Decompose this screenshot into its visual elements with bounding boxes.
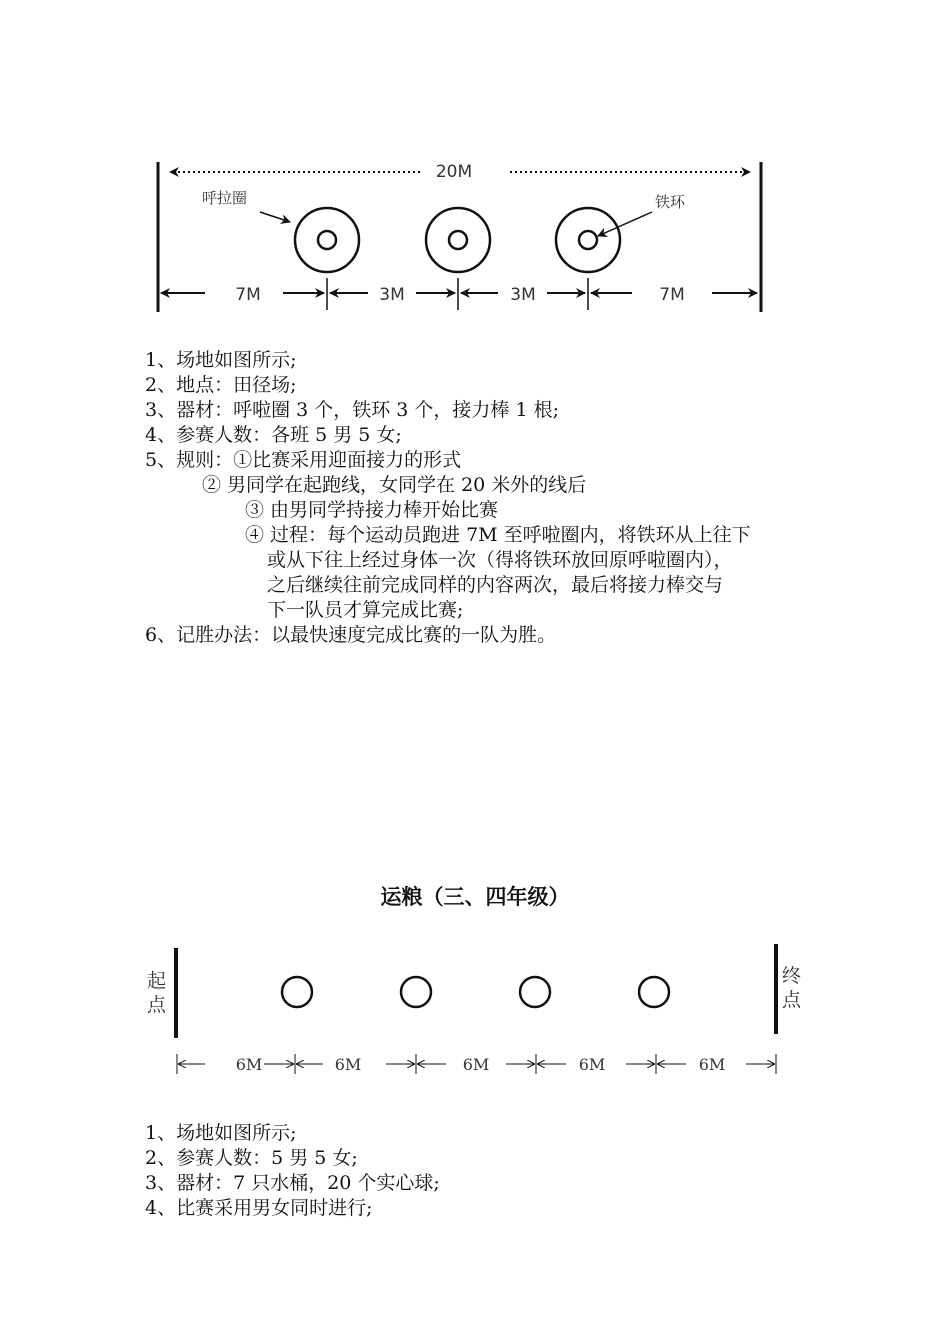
segment-label-3: 3M bbox=[510, 285, 536, 305]
rule-line-6: 6、记胜办法：以最快速度完成比赛的一队为胜。 bbox=[145, 624, 557, 646]
rule-item-2: ② 男同学在起跑线，女同学在 20 米外的线后 bbox=[202, 474, 587, 496]
dim-label-4: 6M bbox=[578, 1055, 606, 1074]
segment-label-4: 7M bbox=[659, 285, 685, 305]
start-label-char-1: 起 bbox=[147, 970, 167, 992]
rule-line-4: 4、参赛人数：各班 5 男 5 女; bbox=[145, 424, 402, 446]
rule-line-1: 1、场地如图所示; bbox=[145, 349, 297, 371]
bucket-3 bbox=[520, 977, 550, 1007]
rule-item-3: ③ 由男同学持接力棒开始比赛 bbox=[245, 499, 499, 521]
dim-label-5: 6M bbox=[698, 1055, 726, 1074]
bucket-1 bbox=[282, 977, 312, 1007]
bucket-4 bbox=[639, 977, 669, 1007]
rule-item-4-line-1: ④ 过程：每个运动员跑进 7M 至呼啦圈内，将铁环从上往下 bbox=[245, 524, 751, 546]
hoop-2 bbox=[426, 208, 490, 272]
section2-line-4: 4、比赛采用男女同时进行; bbox=[145, 1197, 373, 1219]
rule-line-2: 2、地点：田径场; bbox=[145, 374, 297, 396]
hoop-3 bbox=[556, 208, 620, 272]
dim-label-2: 6M bbox=[334, 1055, 362, 1074]
ring-label: 铁环 bbox=[655, 193, 686, 211]
segment-label-2: 3M bbox=[379, 285, 405, 305]
dim-label-1: 6M bbox=[235, 1055, 263, 1074]
section-title: 运粮（三、四年级） bbox=[380, 884, 570, 909]
rule-item-4-line-3: 之后继续往前完成同样的内容两次，最后将接力棒交与 bbox=[267, 574, 724, 596]
dim-label-3: 6M bbox=[462, 1055, 490, 1074]
grain-transport-diagram bbox=[140, 940, 802, 1080]
hoop-pointer bbox=[260, 212, 290, 222]
segment-label-1: 7M bbox=[235, 285, 261, 305]
hoop-label: 呼拉圈 bbox=[202, 189, 248, 207]
total-distance-label: 20M bbox=[435, 162, 473, 182]
section2-line-3: 3、器材：7 只水桶，20 个实心球; bbox=[145, 1172, 440, 1194]
rule-line-5: 5、规则：①比赛采用迎面接力的形式 bbox=[145, 449, 462, 471]
end-label-char-2: 点 bbox=[782, 989, 802, 1011]
rule-item-4-line-2: 或从下往上经过身体一次（得将铁环放回原呼啦圈内）， bbox=[267, 549, 733, 571]
ring-pointer bbox=[598, 212, 652, 236]
start-label-char-2: 点 bbox=[147, 994, 167, 1016]
end-label-char-1: 终 bbox=[782, 965, 802, 987]
bucket-2 bbox=[401, 977, 431, 1007]
rule-line-3: 3、器材：呼啦圈 3 个，铁环 3 个，接力棒 1 根; bbox=[145, 399, 559, 421]
relay-field-diagram bbox=[140, 150, 780, 325]
section2-line-1: 1、场地如图所示; bbox=[145, 1122, 297, 1144]
rule-item-4-line-4: 下一队员才算完成比赛; bbox=[267, 599, 464, 621]
section2-line-2: 2、参赛人数：5 男 5 女; bbox=[145, 1147, 358, 1169]
hoop-1 bbox=[295, 208, 359, 272]
